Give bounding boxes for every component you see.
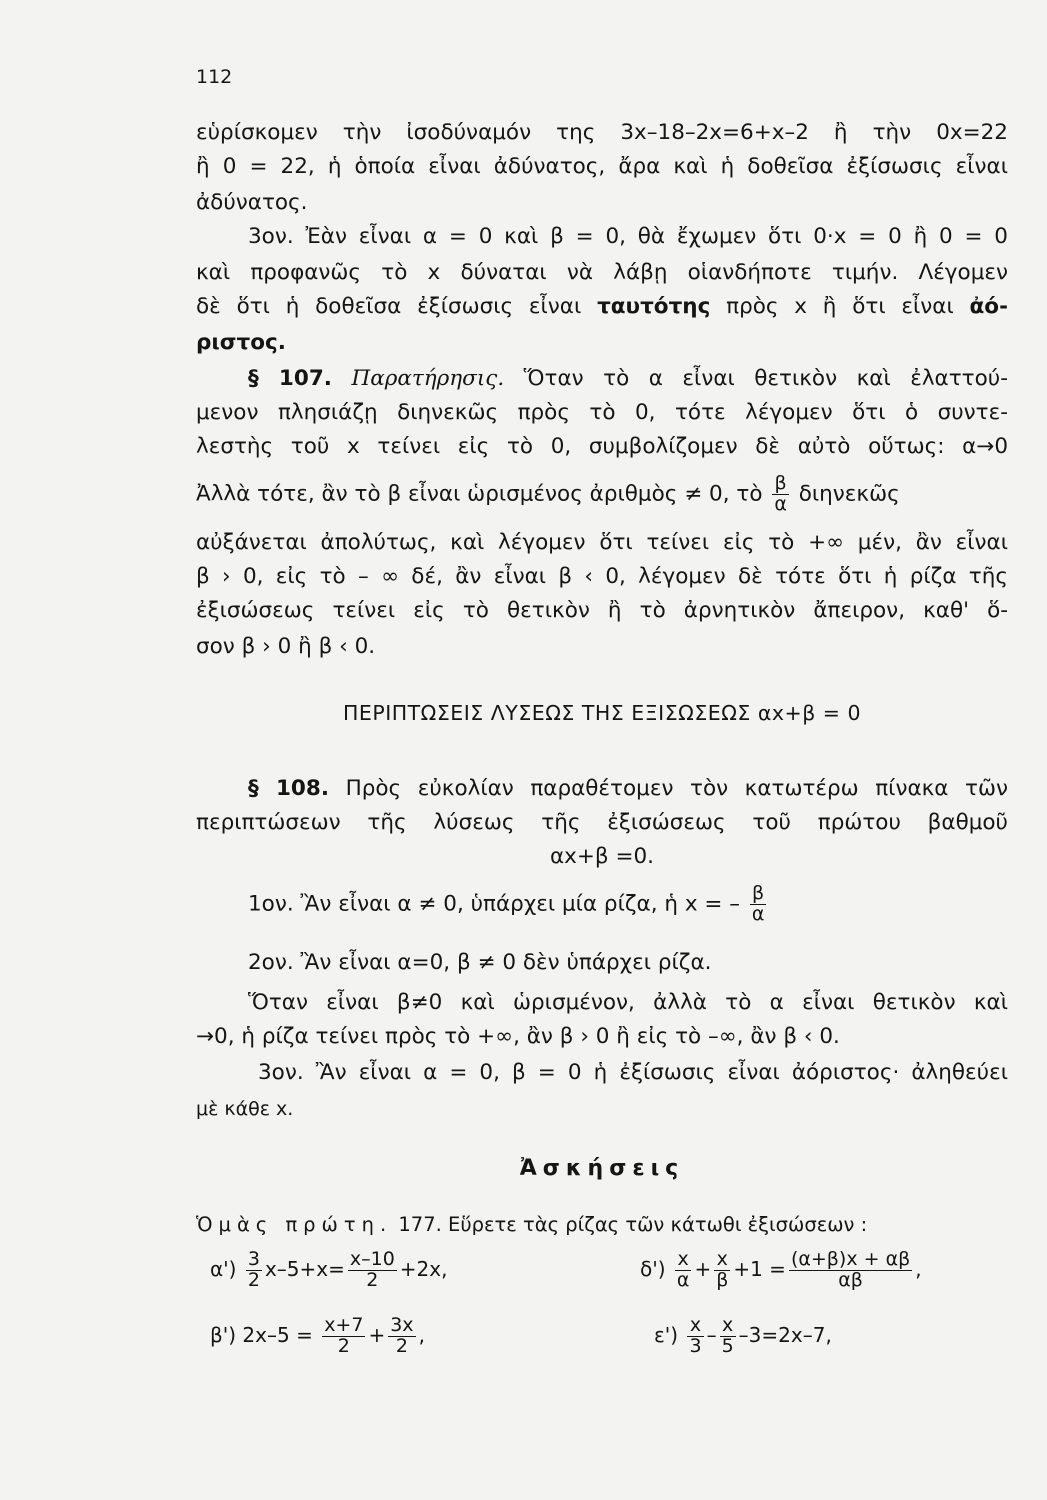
equation-a xyxy=(210,1250,447,1291)
numerator: (α+β)x + αβ xyxy=(790,1248,911,1270)
numerator: 3x xyxy=(390,1314,414,1336)
fraction xyxy=(348,1250,397,1291)
eq-term: –3=2x–7, xyxy=(738,1322,832,1347)
text-span: δὲ ὅτι ἡ δοθεῖσα ἐξίσωσις εἶναι xyxy=(196,294,582,319)
text-span: Ἀλλὰ τότε, ἂν τὸ β εἶναι ὡρισμένος ἀριθμὸς ≠ 0, τὸ xyxy=(196,481,763,507)
text-line: σον β › 0 ἢ β ‹ 0. xyxy=(196,634,376,659)
fraction xyxy=(750,884,767,925)
text-line: μὲ κάθε x. xyxy=(196,1098,294,1120)
denominator: β xyxy=(716,1268,729,1291)
text-line: 3ον. Ἐὰν εἶναι α = 0 καὶ β = 0, θὰ ἔχωμεν ὅτι 0·x = 0 ἢ 0 = 0 xyxy=(248,224,1008,249)
text-line xyxy=(248,884,1008,925)
text-span: διηνεκῶς xyxy=(798,481,900,507)
exercises-title: Ἀσκήσεις xyxy=(519,1156,685,1181)
eq-label: α') xyxy=(210,1256,237,1281)
text-span: πρὸς x ἢ ὅτι εἶναι xyxy=(726,294,954,319)
text-line: ἐξισώσεως τείνει εἰς τὸ θετικὸν ἢ τὸ ἀρνητικὸν ἄπειρον, καθ' ὅ- xyxy=(196,598,1008,623)
denominator: 5 xyxy=(721,1334,734,1357)
eq-term: , xyxy=(915,1256,922,1281)
fraction xyxy=(388,1316,415,1357)
text-span: Ὅταν τὸ α εἶναι θετικὸν καὶ ἐλαττού- xyxy=(523,366,1008,391)
text-line: μενον πλησιάζῃ διηνεκῶς πρὸς τὸ 0, τότε λέγομεν ὅτι ὁ συντε- xyxy=(196,400,1008,425)
text-line: εὑρίσκομεν τὴν ἰσοδύναμόν της 3x–18–2x=6+x–2 ἢ τὴν 0x=22 xyxy=(196,120,1008,145)
eq-term: +1 = xyxy=(733,1256,786,1281)
fraction xyxy=(789,1250,912,1291)
text-line xyxy=(248,364,1008,394)
eq-term: , xyxy=(418,1322,425,1347)
text-line: Ὅταν εἶναι β≠0 καὶ ὡρισμένον, ἀλλὰ τὸ α εἶναι θετικὸν καὶ xyxy=(248,990,1008,1015)
text-line: ἀδύνατος. xyxy=(196,190,308,215)
eq-term: + xyxy=(368,1322,386,1347)
text-span: Πρὸς εὐκολίαν παραθέτομεν τὸν κατωτέρω πίνακα τῶν xyxy=(345,776,1008,801)
fraction xyxy=(322,1316,365,1357)
numerator: x xyxy=(675,1250,692,1271)
denominator: 2 xyxy=(395,1334,408,1357)
equation-line: αx+β =0. xyxy=(550,844,654,869)
text-line xyxy=(248,774,1008,804)
equation-b xyxy=(210,1316,425,1357)
section-number: § 108. xyxy=(248,776,330,801)
eq-label: ε') xyxy=(654,1322,679,1347)
fraction xyxy=(720,1316,736,1357)
denominator: αβ xyxy=(838,1268,863,1291)
equation-e xyxy=(654,1316,832,1357)
text-line: →0, ἡ ρίζα τείνει πρὸς τὸ +∞, ἂν β › 0 ἢ εἰς τὸ –∞, ἂν β ‹ 0. xyxy=(196,1024,840,1049)
text-line: ἢ 0 = 22, ἡ ὁποία εἶναι ἀδύνατος, ἄρα καὶ ἡ δοθεῖσα ἐξίσωσις εἶναι xyxy=(196,154,1008,179)
equation-d xyxy=(640,1250,922,1291)
eq-label: β') 2x–5 = xyxy=(210,1322,313,1347)
numerator: x–10 xyxy=(349,1248,395,1270)
fraction xyxy=(714,1250,730,1291)
numerator: x+7 xyxy=(324,1314,364,1336)
numerator: x xyxy=(720,1316,736,1337)
numerator: β xyxy=(772,474,789,495)
denominator: α xyxy=(774,492,787,515)
fraction xyxy=(687,1316,703,1357)
section-heading: ΠΕΡΙΠΤΩΣΕΙΣ ΛΥΣΕΩΣ ΤΗΣ ΕΞΙΣΩΣΕΩΣ αx+β = 0 xyxy=(342,701,862,725)
denominator: 2 xyxy=(337,1334,350,1357)
fraction xyxy=(675,1250,692,1291)
section-number: § 107. xyxy=(248,366,332,391)
eq-label: δ') xyxy=(640,1256,666,1281)
text-line: 2ον. Ἂν εἶναι α=0, β ≠ 0 δὲν ὑπάρχει ρίζα. xyxy=(248,950,712,975)
text-line: λεστὴς τοῦ x τείνει εἰς τὸ 0, συμβολίζομεν δὲ αὐτὸ οὕτως: α→0 xyxy=(196,434,1008,459)
numerator: x xyxy=(714,1250,730,1271)
remark-title: Παρατήρησις. xyxy=(351,366,505,391)
text-line: καὶ προφανῶς τὸ x δύναται νὰ λάβῃ οἱανδήποτε τιμήν. Λέγομεν xyxy=(196,260,1008,285)
text-line: περιπτώσεων τῆς λύσεως τῆς ἐξισώσεως τοῦ πρώτου βαθμοῦ xyxy=(196,810,1008,835)
term-indeterminate: ἀό- xyxy=(969,294,1008,319)
denominator: 2 xyxy=(247,1268,260,1291)
page-number: 112 xyxy=(196,66,233,88)
text-line: β › 0, εἰς τὸ – ∞ δέ, ἂν εἶναι β ‹ 0, λέγομεν δὲ τότε ὅτι ἡ ρίζα τῆς xyxy=(196,564,1008,589)
eq-term: – xyxy=(706,1322,717,1347)
numerator: 3 xyxy=(247,1248,260,1270)
eq-term: +2x, xyxy=(399,1256,448,1281)
denominator: α xyxy=(751,902,765,925)
text-span: 1ον. Ἂν εἶναι α ≠ 0, ὑπάρχει μία ρίζα, ἡ x = – xyxy=(248,891,741,917)
group-label: Ὁμὰς πρώτη. xyxy=(196,1213,393,1236)
denominator: 2 xyxy=(366,1268,379,1291)
text-line: 3ον. Ἂν εἶναι α = 0, β = 0 ἡ ἐξίσωσις εἶναι ἀόριστος· ἀληθεύει xyxy=(258,1060,1008,1085)
numerator: β xyxy=(750,884,767,905)
eq-term: + xyxy=(694,1256,712,1281)
text-line: ριστος. xyxy=(196,330,286,355)
denominator: α xyxy=(676,1268,690,1291)
term-identity: ταυτότης xyxy=(597,294,711,319)
text-line xyxy=(196,474,1008,515)
denominator: 3 xyxy=(689,1334,702,1357)
text-line xyxy=(196,1210,1008,1240)
numerator: x xyxy=(687,1316,703,1337)
text-line: αὐξάνεται ἀπολύτως, καὶ λέγομεν ὅτι τείνει εἰς τὸ +∞ μέν, ἂν εἶναι xyxy=(196,530,1008,555)
eq-term: x–5+x= xyxy=(264,1256,345,1281)
text-span: 177. Εὕρετε τὰς ρίζας τῶν κάτωθι ἐξισώσεων : xyxy=(398,1213,868,1236)
fraction xyxy=(772,474,789,515)
fraction xyxy=(246,1250,262,1291)
text-line xyxy=(196,292,1008,322)
